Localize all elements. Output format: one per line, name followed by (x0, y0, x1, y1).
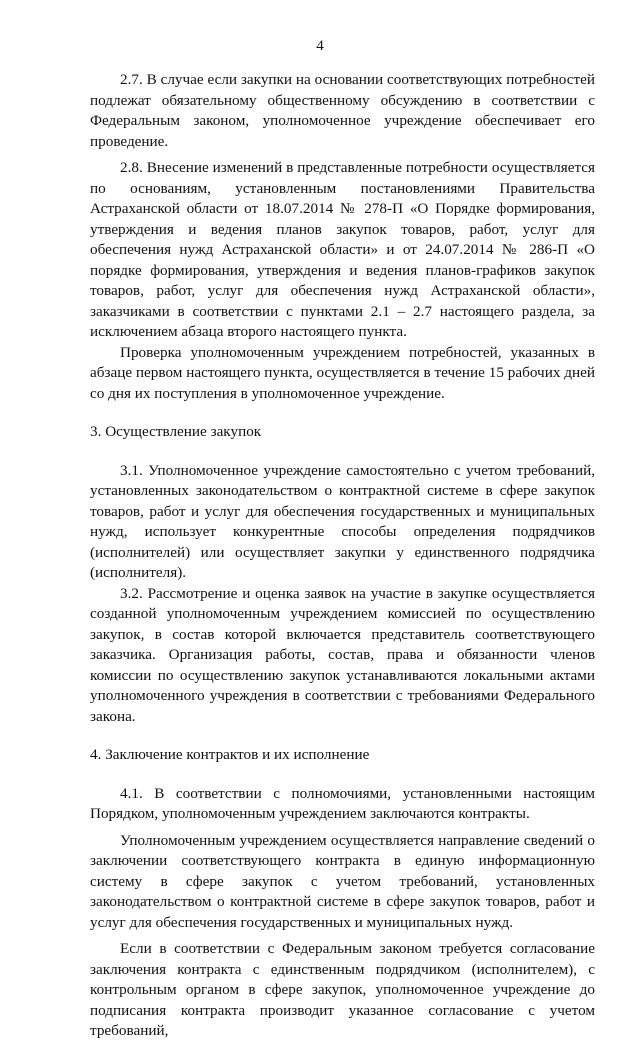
section-heading-4: 4. Заключение контрактов и их исполнение (90, 746, 370, 763)
paragraph-2-8-verification: Проверка уполномоченным учреждением потребностей, указанных в абзаце первом настоящего пункта, осуществляется в течение 15 рабочих дней со дня их поступления в уполномоченное учреждение. (90, 343, 595, 402)
paragraph-4-1-information: Уполномоченным учреждением осуществляется направление сведений о заключении соответствующего контракта в единую информационную систему в сфере закупок с учетом требований, установленных законодательством о контрактной системе в сфере закупок товаров, работ и услуг для обеспечения государственных и муниципальных нужд. (90, 831, 595, 931)
section-heading-3: 3. Осуществление закупок (90, 423, 262, 440)
paragraph-2-8: 2.8. Внесение изменений в представленные потребности осуществляется по основаниям, установленным постановлениями Правительства Астраханской области от 18.07.2014 № 278-П «О Порядке формирования, утверждения и ведения планов закупок товаров, работ, услуг для обеспечения нужд Астраханской области» и от 24.07.2014 № 286-П «О порядке формирования, утверждения и ведения планов-графиков закупок товаров, работ, услуг для обеспечения нужд Астраханской области», заказчиками в соответствии с пунктами 2.1 – 2.7 настоящего раздела, за исключением абзаца второго настоящего пункта. (90, 159, 595, 340)
page-number: 4 (316, 38, 324, 54)
paragraph-2-7: 2.7. В случае если закупки на основании соответствующих потребностей подлежат обязательному общественному обсуждению в соответствии с Федеральным законом, уполномоченное учреждение обеспечивает его проведение. (90, 71, 595, 150)
document-body (90, 70, 595, 1042)
paragraph-3-2: 3.2. Рассмотрение и оценка заявок на участие в закупке осуществляется созданной уполномоченным учреждением комиссией по осуществлению закупок, в состав которой включается представитель соответствующего заказчика. Организация работы, состав, права и обязанности членов комиссии по осуществлению закупок устанавливаются локальными актами уполномоченного учреждения в соответствии с требованиями Федерального закона. (90, 584, 595, 725)
paragraph-3-1: 3.1. Уполномоченное учреждение самостоятельно с учетом требований, установленных законодательством о контрактной системе в сфере закупок товаров, работ и услуг для обеспечения государственных и муниципальных нужд, использует конкурентные способы определения подрядчиков (исполнителей) или осуществляет закупки у единственного подрядчика (исполнителя). (90, 461, 595, 581)
paragraph-4-1-approval: Если в соответствии с Федеральным законом требуется согласование заключения контракта с единственным подрядчиком (исполнителем), с контрольным органом в сфере закупок, уполномоченное учреждение до подписания контракта производит указанное согласование с учетом требований, (90, 940, 595, 1039)
paragraph-4-1: 4.1. В соответствии с полномочиями, установленными настоящим Порядком, уполномоченным учреждением заключаются контракты. (90, 784, 595, 822)
